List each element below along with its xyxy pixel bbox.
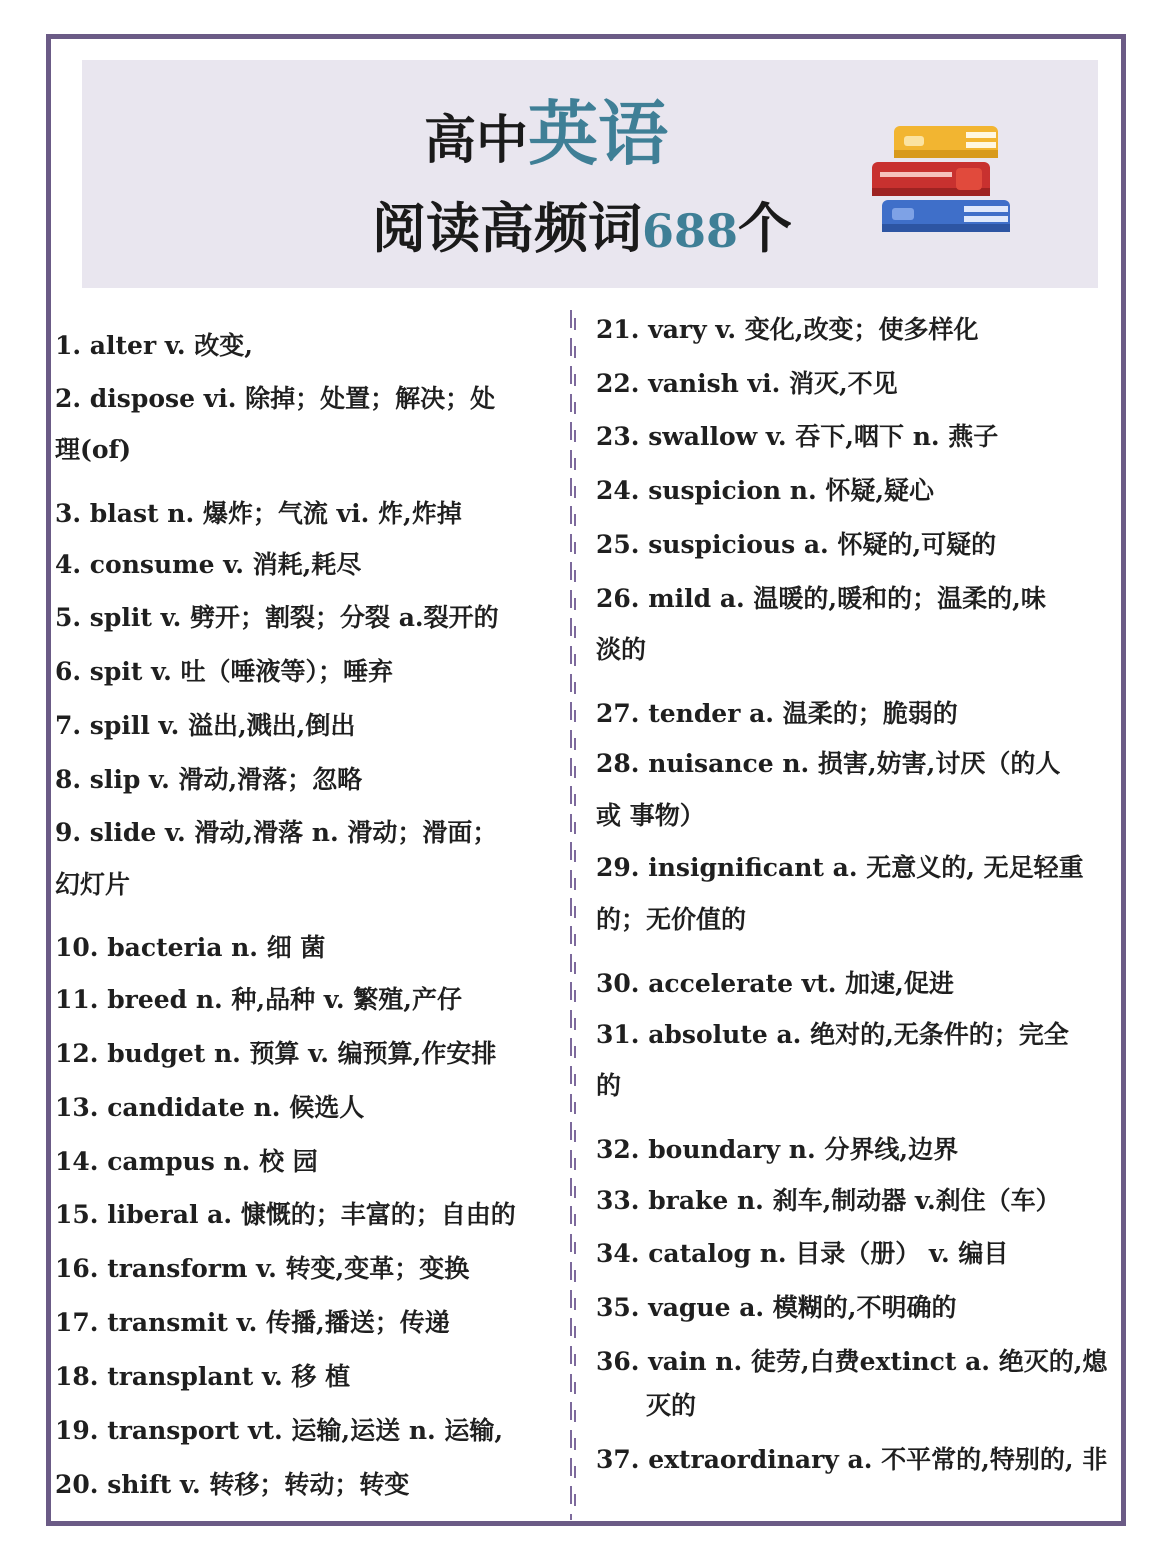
list-item: 15. liberal a. 慷慨的；丰富的；自由的 (55, 1200, 516, 1229)
list-item: 4. consume v. 消耗,耗尽 (55, 550, 362, 579)
list-item: 22. vanish vi. 消灭,不见 (596, 369, 898, 398)
list-item: 5. split v. 劈开；割裂；分裂 a.裂开的 (55, 603, 499, 632)
list-item: 34. catalog n. 目录（册） v. 编目 (596, 1239, 1009, 1268)
list-item-continued: 或 事物） (596, 801, 705, 830)
page-title (424, 78, 668, 179)
list-item: 27. tender a. 温柔的；脆弱的 (596, 699, 958, 728)
list-item-continued: 的；无价值的 (596, 905, 747, 934)
list-item: 24. suspicion n. 怀疑,疑心 (596, 476, 935, 505)
list-item: 29. insignificant a. 无意义的, 无足轻重 (596, 853, 1084, 882)
page-subtitle (372, 186, 792, 263)
list-item: 10. bacteria n. 细 菌 (55, 933, 326, 962)
column-divider (566, 310, 580, 1520)
list-item: 23. swallow v. 吞下,咽下 n. 燕子 (596, 422, 999, 451)
subtitle-part-2: 个 (738, 196, 793, 260)
list-item-continued: 幻灯片 (55, 870, 131, 899)
list-item: 14. campus n. 校 园 (55, 1147, 318, 1176)
list-item-continued: 淡的 (596, 635, 647, 664)
list-item: 32. boundary n. 分界线,边界 (596, 1135, 959, 1164)
list-item: 36. vain n. 徒劳,白费extinct a. 绝灭的,熄 (596, 1347, 1108, 1376)
list-item: 30. accelerate vt. 加速,促进 (596, 969, 954, 998)
list-item: 26. mild a. 温暖的,暖和的；温柔的,味 (596, 584, 1046, 613)
list-item: 12. budget n. 预算 v. 编预算,作安排 (55, 1039, 497, 1068)
list-item: 33. brake n. 刹车,制动器 v.刹住（车） (596, 1186, 1061, 1215)
list-item-continued: 灭的 (646, 1391, 697, 1420)
list-item: 7. spill v. 溢出,溅出,倒出 (55, 711, 356, 740)
list-item: 25. suspicious a. 怀疑的,可疑的 (596, 530, 997, 559)
list-item: 6. spit v. 吐（唾液等）；唾弃 (55, 657, 394, 686)
list-item-continued: 理(of) (55, 435, 132, 464)
list-item: 11. breed n. 种,品种 v. 繁殖,产仔 (55, 985, 462, 1014)
list-item: 17. transmit v. 传播,播送；传递 (55, 1308, 450, 1337)
list-item: 16. transform v. 转变,变革；变换 (55, 1254, 470, 1283)
list-item-continued: 的 (596, 1071, 622, 1100)
list-item: 3. blast n. 爆炸；气流 vi. 炸,炸掉 (55, 499, 462, 528)
subtitle-part-1: 阅读高频词 (372, 196, 642, 260)
title-part-1: 高中 (424, 110, 529, 171)
list-item: 1. alter v. 改变, (55, 331, 253, 360)
list-item: 28. nuisance n. 损害,妨害,讨厌（的人 (596, 749, 1061, 778)
books-icon (866, 120, 1016, 240)
list-item: 21. vary v. 变化,改变；使多样化 (596, 315, 979, 344)
list-item: 8. slip v. 滑动,滑落；忽略 (55, 765, 363, 794)
list-item: 20. shift v. 转移；转动；转变 (55, 1470, 410, 1499)
subtitle-number: 688 (642, 204, 739, 258)
list-item: 37. extraordinary a. 不平常的,特别的, 非 (596, 1445, 1108, 1474)
list-item: 13. candidate n. 候选人 (55, 1093, 365, 1122)
list-item: 2. dispose vi. 除掉；处置；解决；处 (55, 384, 496, 413)
list-item: 9. slide v. 滑动,滑落 n. 滑动；滑面； (55, 818, 498, 847)
list-item: 31. absolute a. 绝对的,无条件的；完全 (596, 1020, 1069, 1049)
title-part-2: 英语 (528, 92, 669, 175)
list-item: 18. transplant v. 移 植 (55, 1362, 351, 1391)
list-item: 35. vague a. 模糊的,不明确的 (596, 1293, 957, 1322)
list-item: 19. transport vt. 运输,运送 n. 运输, (55, 1416, 504, 1445)
